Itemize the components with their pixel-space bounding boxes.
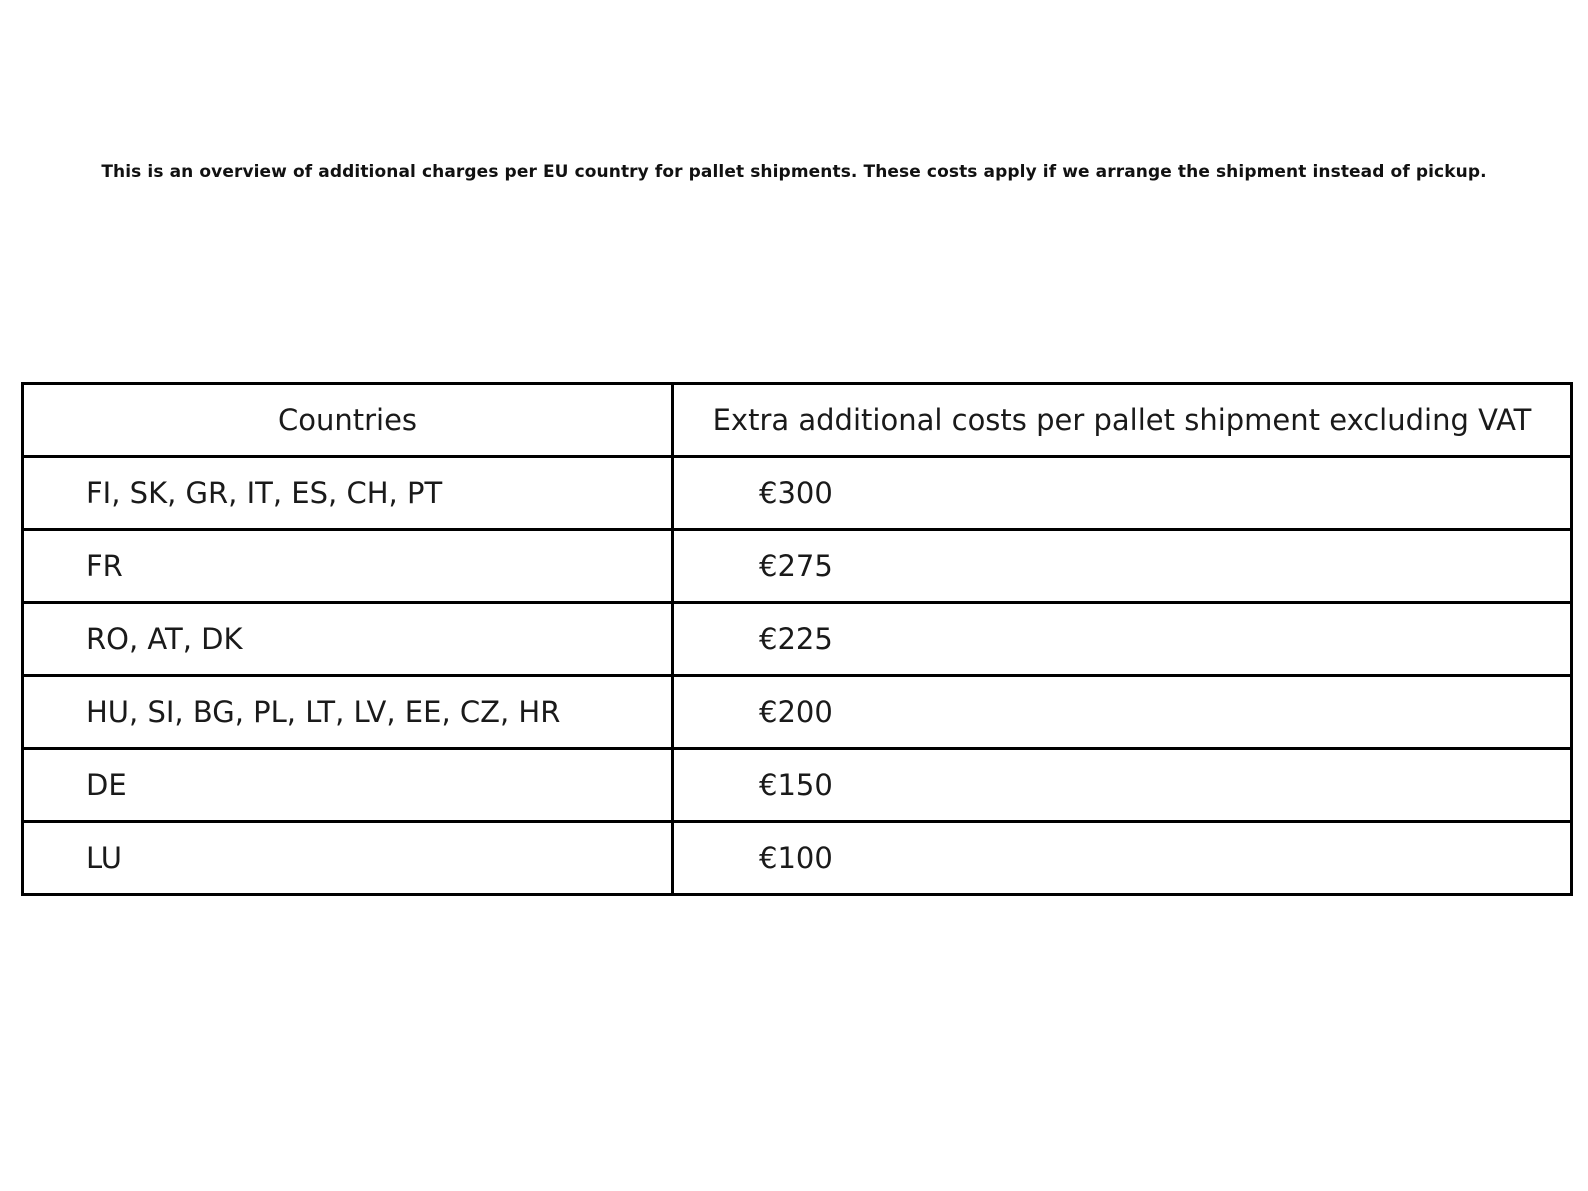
charges-table [21,382,1573,896]
table-header-row [23,384,1572,457]
table-row [23,822,1572,895]
table-row [23,749,1572,822]
countries-cell: FI, SK, GR, IT, ES, CH, PT [23,457,673,530]
cost-cell: €300 [673,457,1572,530]
table-row [23,530,1572,603]
countries-cell: FR [23,530,673,603]
countries-cell: DE [23,749,673,822]
cost-cell: €200 [673,676,1572,749]
countries-cell: LU [23,822,673,895]
countries-cell: HU, SI, BG, PL, LT, LV, EE, CZ, HR [23,676,673,749]
page-title: This is an overview of additional charges per EU country for pallet shipments. These costs apply if we arrange the shipment instead of pickup. [101,162,1487,182]
cost-cell: €150 [673,749,1572,822]
cost-cell: €225 [673,603,1572,676]
cost-cell: €275 [673,530,1572,603]
table-row [23,457,1572,530]
table-row [23,676,1572,749]
countries-cell: RO, AT, DK [23,603,673,676]
column-header-extra-costs: Extra additional costs per pallet shipment excluding VAT [673,384,1572,457]
column-header-countries: Countries [23,384,673,457]
table-row [23,603,1572,676]
cost-cell: €100 [673,822,1572,895]
